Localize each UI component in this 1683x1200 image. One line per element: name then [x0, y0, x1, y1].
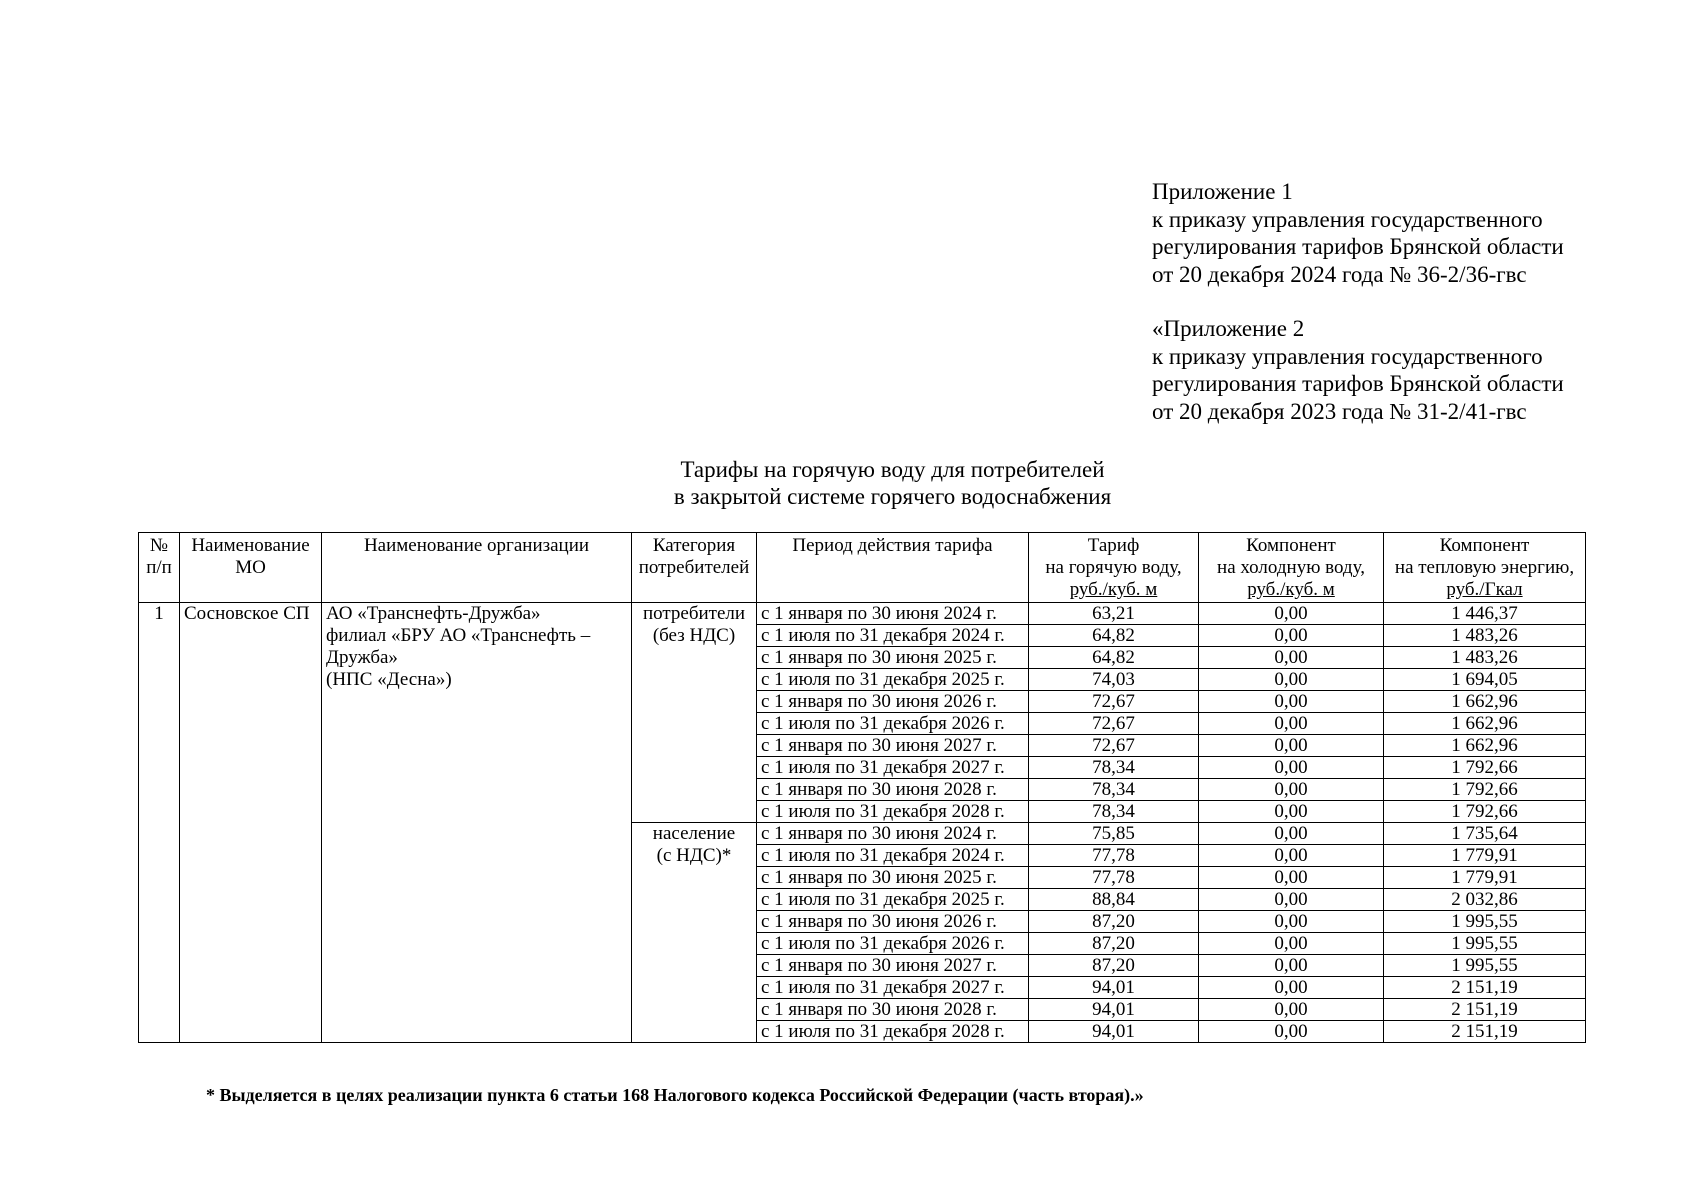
period-cell: с 1 января по 30 июня 2026 г.	[757, 691, 1029, 713]
cold-component-cell: 0,00	[1199, 625, 1384, 647]
cold-component-cell: 0,00	[1199, 757, 1384, 779]
mo-name-cell: Сосновское СП	[180, 603, 322, 1043]
tariffs-table	[138, 532, 1586, 1043]
category-cell	[632, 823, 757, 1043]
period-cell: с 1 июля по 31 декабря 2026 г.	[757, 933, 1029, 955]
heat-component-cell: 1 779,91	[1384, 867, 1586, 889]
cold-component-cell: 0,00	[1199, 845, 1384, 867]
tariff-cell: 75,85	[1029, 823, 1199, 845]
cold-component-cell: 0,00	[1199, 647, 1384, 669]
heat-component-cell: 1 694,05	[1384, 669, 1586, 691]
period-cell: с 1 июля по 31 декабря 2027 г.	[757, 757, 1029, 779]
cold-component-cell: 0,00	[1199, 999, 1384, 1021]
period-cell: с 1 июля по 31 декабря 2025 г.	[757, 889, 1029, 911]
appendix-header	[1152, 178, 1564, 452]
cold-component-cell: 0,00	[1199, 1021, 1384, 1043]
cold-component-cell: 0,00	[1199, 911, 1384, 933]
header-num: № п/п	[139, 533, 180, 603]
document-title	[560, 456, 1225, 510]
heat-component-cell: 2 151,19	[1384, 977, 1586, 999]
cold-component-cell: 0,00	[1199, 603, 1384, 625]
cold-component-cell: 0,00	[1199, 669, 1384, 691]
category-line: (с НДС)*	[656, 845, 732, 866]
category-line: (без НДС)	[652, 625, 736, 646]
period-cell: с 1 января по 30 июня 2024 г.	[757, 603, 1029, 625]
organization-line: филиал «БРУ АО «Транснефть –	[326, 625, 591, 646]
header-tariff: Тариф на горячую воду, руб./куб. м	[1029, 533, 1199, 603]
heat-component-cell: 2 032,86	[1384, 889, 1586, 911]
appendix-2-line: от 20 декабря 2023 года № 31-2/41-гвс	[1152, 398, 1527, 424]
heat-component-cell: 1 792,66	[1384, 757, 1586, 779]
period-cell: с 1 июля по 31 декабря 2028 г.	[757, 801, 1029, 823]
period-cell: с 1 января по 30 июня 2025 г.	[757, 647, 1029, 669]
appendix-2	[1152, 315, 1564, 425]
table-row	[139, 603, 1586, 625]
heat-component-cell: 1 779,91	[1384, 845, 1586, 867]
appendix-2-line: «Приложение 2	[1152, 316, 1305, 341]
heat-component-cell: 1 792,66	[1384, 779, 1586, 801]
heat-component-cell: 2 151,19	[1384, 999, 1586, 1021]
appendix-2-line: регулирования тарифов Брянской области	[1152, 371, 1564, 396]
heat-component-cell: 1 662,96	[1384, 691, 1586, 713]
period-cell: с 1 июля по 31 декабря 2027 г.	[757, 977, 1029, 999]
period-cell: с 1 июля по 31 декабря 2025 г.	[757, 669, 1029, 691]
category-cell	[632, 603, 757, 823]
heat-component-cell: 1 662,96	[1384, 735, 1586, 757]
title-line: Тарифы на горячую воду для потребителей	[680, 457, 1105, 482]
tariff-cell: 94,01	[1029, 1021, 1199, 1043]
heat-component-cell: 1 995,55	[1384, 955, 1586, 977]
tariff-cell: 87,20	[1029, 933, 1199, 955]
organization-line: Дружба»	[326, 647, 398, 668]
period-cell: с 1 июля по 31 декабря 2026 г.	[757, 713, 1029, 735]
tariff-cell: 74,03	[1029, 669, 1199, 691]
heat-component-cell: 1 735,64	[1384, 823, 1586, 845]
period-cell: с 1 июля по 31 декабря 2028 г.	[757, 1021, 1029, 1043]
cold-component-cell: 0,00	[1199, 779, 1384, 801]
category-line: население	[652, 823, 736, 844]
heat-component-cell: 1 483,26	[1384, 625, 1586, 647]
title-line: в закрытой системе горячего водоснабжения	[673, 484, 1112, 509]
period-cell: с 1 января по 30 июня 2027 г.	[757, 735, 1029, 757]
period-cell: с 1 июля по 31 декабря 2024 г.	[757, 845, 1029, 867]
period-cell: с 1 января по 30 июня 2024 г.	[757, 823, 1029, 845]
heat-component-cell: 1 446,37	[1384, 603, 1586, 625]
header-organization: Наименование организации	[322, 533, 632, 603]
cold-component-cell: 0,00	[1199, 801, 1384, 823]
tariff-cell: 78,34	[1029, 779, 1199, 801]
header-period: Период действия тарифа	[757, 533, 1029, 603]
cold-component-cell: 0,00	[1199, 713, 1384, 735]
category-line: потребители	[642, 603, 746, 624]
cold-component-cell: 0,00	[1199, 823, 1384, 845]
header-cold-component: Компонент на холодную воду, руб./куб. м	[1199, 533, 1384, 603]
cold-component-cell: 0,00	[1199, 735, 1384, 757]
tariff-cell: 72,67	[1029, 735, 1199, 757]
table-header-row	[139, 533, 1586, 603]
header-heat-component: Компонент на тепловую энергию, руб./Гкал	[1384, 533, 1586, 603]
tariff-cell: 87,20	[1029, 911, 1199, 933]
heat-component-cell: 1 792,66	[1384, 801, 1586, 823]
organization-cell	[322, 603, 632, 1043]
heat-component-cell: 2 151,19	[1384, 1021, 1586, 1043]
header-mo: Наименование МО	[180, 533, 322, 603]
tariff-cell: 94,01	[1029, 999, 1199, 1021]
heat-component-cell: 1 995,55	[1384, 933, 1586, 955]
appendix-1-line: от 20 декабря 2024 года № 36-2/36-гвс	[1152, 261, 1527, 287]
footnote: * Выделяется в целях реализации пункта 6 статьи 168 Налогового кодекса Российской Федерации (часть вторая).»	[206, 1085, 1144, 1105]
tariff-cell: 72,67	[1029, 713, 1199, 735]
tariff-cell: 94,01	[1029, 977, 1199, 999]
period-cell: с 1 января по 30 июня 2025 г.	[757, 867, 1029, 889]
period-cell: с 1 января по 30 июня 2027 г.	[757, 955, 1029, 977]
appendix-1-line: Приложение 1	[1152, 179, 1293, 204]
tariff-cell: 77,78	[1029, 845, 1199, 867]
appendix-2-line: к приказу управления государственного	[1152, 343, 1543, 369]
organization-line: (НПС «Десна»)	[326, 669, 452, 690]
tariff-cell: 64,82	[1029, 647, 1199, 669]
heat-component-cell: 1 995,55	[1384, 911, 1586, 933]
cold-component-cell: 0,00	[1199, 867, 1384, 889]
period-cell: с 1 июля по 31 декабря 2024 г.	[757, 625, 1029, 647]
tariff-cell: 72,67	[1029, 691, 1199, 713]
cold-component-cell: 0,00	[1199, 977, 1384, 999]
tariff-cell: 78,34	[1029, 801, 1199, 823]
cold-component-cell: 0,00	[1199, 889, 1384, 911]
appendix-1	[1152, 178, 1564, 288]
header-category: Категория потребителей	[632, 533, 757, 603]
tariff-cell: 64,82	[1029, 625, 1199, 647]
appendix-1-line: регулирования тарифов Брянской области	[1152, 234, 1564, 259]
tariffs-table-body	[139, 603, 1586, 1043]
period-cell: с 1 января по 30 июня 2026 г.	[757, 911, 1029, 933]
heat-component-cell: 1 662,96	[1384, 713, 1586, 735]
cold-component-cell: 0,00	[1199, 955, 1384, 977]
row-number-cell: 1	[139, 603, 180, 1043]
tariff-cell: 78,34	[1029, 757, 1199, 779]
heat-component-cell: 1 483,26	[1384, 647, 1586, 669]
tariff-cell: 77,78	[1029, 867, 1199, 889]
period-cell: с 1 января по 30 июня 2028 г.	[757, 999, 1029, 1021]
organization-line: АО «Транснефть-Дружба»	[326, 603, 541, 624]
tariff-cell: 63,21	[1029, 603, 1199, 625]
cold-component-cell: 0,00	[1199, 691, 1384, 713]
period-cell: с 1 января по 30 июня 2028 г.	[757, 779, 1029, 801]
cold-component-cell: 0,00	[1199, 933, 1384, 955]
tariff-cell: 88,84	[1029, 889, 1199, 911]
tariff-cell: 87,20	[1029, 955, 1199, 977]
appendix-1-line: к приказу управления государственного	[1152, 206, 1543, 232]
